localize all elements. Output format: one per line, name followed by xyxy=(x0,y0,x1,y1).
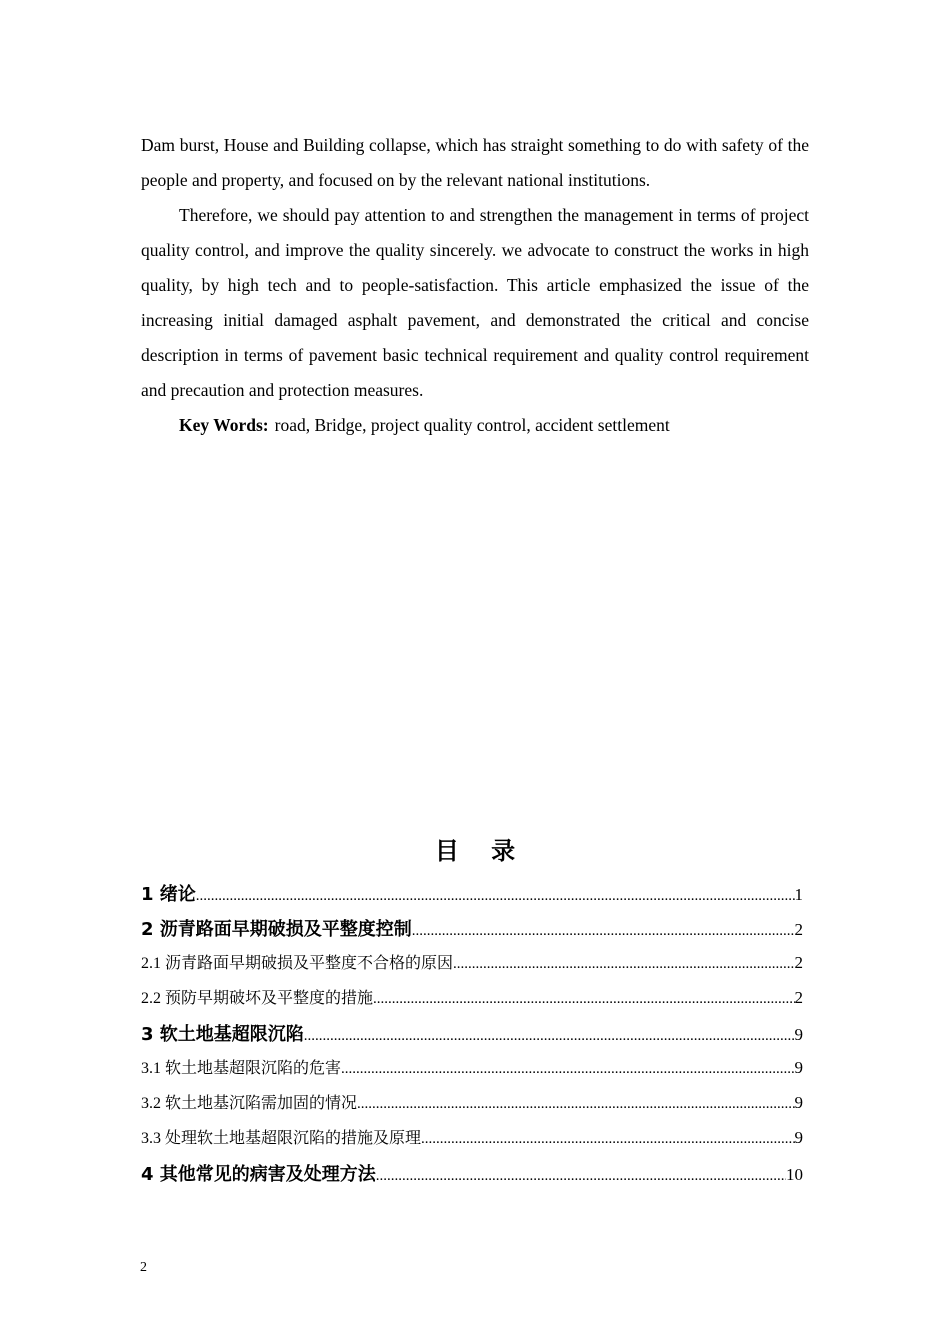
toc-entry-text: 1 绪论 xyxy=(141,884,196,905)
toc-entry[interactable] xyxy=(141,950,803,985)
toc-entry-page: 1 xyxy=(794,885,803,904)
toc-entry[interactable] xyxy=(141,985,803,1020)
toc-entry[interactable] xyxy=(141,1160,803,1195)
toc-entry-page: 2 xyxy=(794,920,803,939)
toc-entry[interactable] xyxy=(141,880,803,915)
abstract-paragraph-1: Dam burst, House and Building collapse, which has straight something to do with safety of the people and property, and focused on by the relevant national institutions. xyxy=(141,135,809,190)
toc-title: 目 录 xyxy=(434,837,528,865)
toc-entry-text: 4 其他常见的病害及处理方法 xyxy=(141,1164,376,1185)
page-number: 2 xyxy=(140,1260,147,1275)
toc-entry-page: 2 xyxy=(794,988,803,1007)
toc-leader-dots xyxy=(357,1096,794,1113)
toc-entry-text: 2 沥青路面早期破损及平整度控制 xyxy=(141,919,412,940)
toc-leader-dots xyxy=(412,923,795,940)
toc-entry-page: 9 xyxy=(794,1128,803,1147)
toc-entry-text: 2.1 沥青路面早期破损及平整度不合格的原因 xyxy=(141,955,454,972)
keywords-line xyxy=(141,408,809,443)
toc-entry-page: 10 xyxy=(786,1165,803,1184)
toc-leader-dots xyxy=(341,1061,794,1078)
keywords-text: road, Bridge, project quality control, accident settlement xyxy=(274,415,670,435)
toc-leader-dots xyxy=(373,991,794,1008)
toc-entry-page: 9 xyxy=(794,1025,803,1044)
toc-leader-dots xyxy=(453,956,794,973)
toc-entry-text: 3.3 处理软土地基超限沉陷的措施及原理 xyxy=(141,1130,422,1147)
toc-entry-text: 3.1 软土地基超限沉陷的危害 xyxy=(141,1060,342,1077)
toc-leader-dots xyxy=(196,888,795,905)
keywords-label: Key Words: xyxy=(179,415,269,435)
abstract-paragraph-2: Therefore, we should pay attention to and strengthen the management in terms of project quality control, and improve the quality sincerely. we advocate to construct the works in high quality, by high tech and to people-satisfaction. This article emphasized the issue of the increasing initial damaged asphalt pavement, and demonstrated the critical and concise description in terms of pavement basic technical requirement and quality control requirement and precaution and protection measures. xyxy=(141,205,809,400)
toc-leader-dots xyxy=(304,1028,795,1045)
toc-entry-text: 2.2 预防早期破坏及平整度的措施 xyxy=(141,990,374,1007)
toc-entry[interactable] xyxy=(141,915,803,950)
toc-entry-page: 2 xyxy=(794,953,803,972)
toc-entry-page: 9 xyxy=(794,1093,803,1112)
toc-leader-dots xyxy=(376,1168,786,1185)
toc-entry[interactable] xyxy=(141,1125,803,1160)
toc-entry[interactable] xyxy=(141,1090,803,1125)
toc-entry[interactable] xyxy=(141,1020,803,1055)
toc-entry-page: 9 xyxy=(794,1058,803,1077)
toc-entry-text: 3 软土地基超限沉陷 xyxy=(141,1024,304,1045)
table-of-contents xyxy=(141,880,803,1195)
abstract-section xyxy=(141,128,809,443)
toc-entry-text: 3.2 软土地基沉陷需加固的情况 xyxy=(141,1095,358,1112)
toc-entry[interactable] xyxy=(141,1055,803,1090)
toc-leader-dots xyxy=(421,1131,794,1148)
